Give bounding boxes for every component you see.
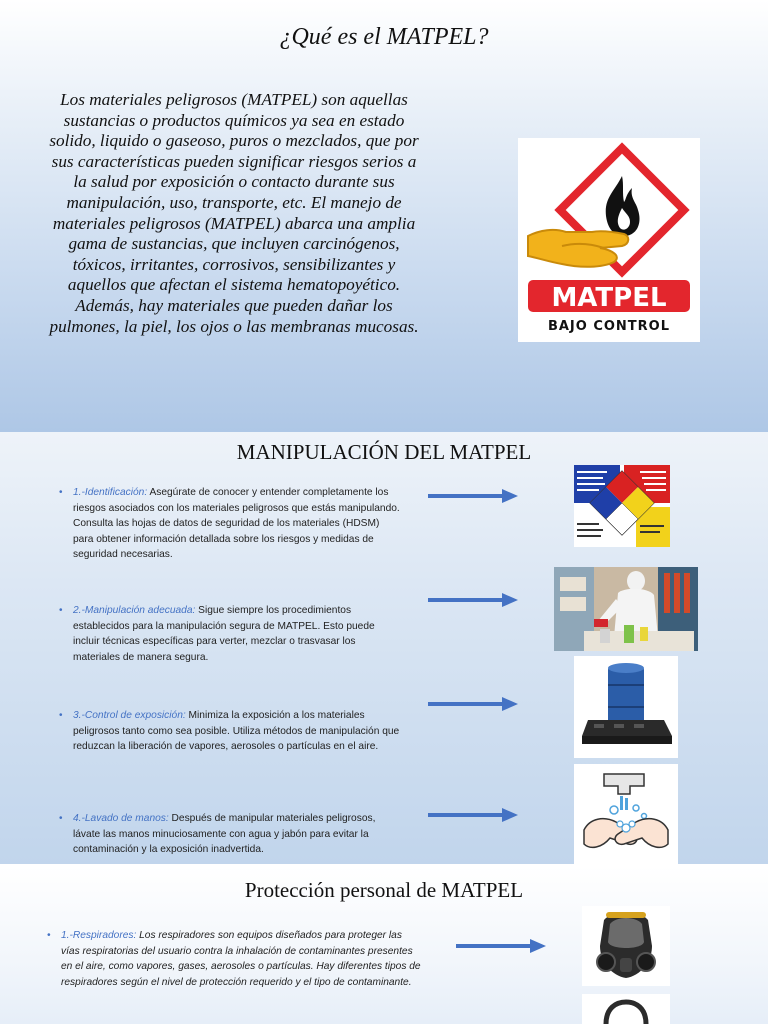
list-item (59, 603, 401, 665)
item-heading: 1.-Respiradores: (61, 930, 137, 941)
hand-washing-image (574, 764, 678, 866)
flame-hand-icon (518, 138, 700, 342)
barrel-spill-pallet-image (574, 656, 678, 758)
slide-personal-protection (0, 866, 768, 1024)
list-item (59, 708, 401, 755)
arrow-right-icon (428, 697, 518, 711)
item-heading: 4.-Lavado de manos: (73, 813, 169, 824)
slide-title: ¿Qué es el MATPEL? (279, 24, 489, 50)
item-text: Minimiza la exposición a los materiales peligrosos tanto como sea posible. Utiliza métodos de manipulación que reduzcan la liberación de vapores, aerosoles o partículas en el aire. (73, 710, 400, 752)
item-heading: 1.-Identificación: (73, 487, 148, 498)
slide-title: Protección personal de MATPEL (244, 878, 524, 902)
logo-word: MATPEL (551, 283, 667, 313)
item-text: Los respiradores son equipos diseñados para proteger las vías respiratorias del usuario contra la inhalación de contaminantes presentes en el aire, como vapores, gases, aerosoles o partículas. Hay diferentes tipos de respiradores según el nivel de protección requerido y el tipo de contaminante. (61, 930, 421, 988)
arrow-right-icon (428, 593, 518, 607)
definition-paragraph: Los materiales peligrosos (MATPEL) son aquellas sustancias o productos químicos ya sea en estado solido, liquido o gaseoso, puros o mezclados, que por sus características pueden significar riesgos serios a la salud por exposición o contacto durante sus manipulación, uso, transporte, etc. El manejo de materiales peligrosos (MATPEL) abarca una amplia gama de sustancias, que incluyen carcinógenos, tóxicos, irritantes, corrosivos, sensibilizantes y aquellos que afectan el sistema hematopoyético. Además, hay materiales que pueden dañar los pulmones, la piel, los ojos o las membranas mucosas. (49, 90, 419, 336)
list-item (59, 811, 401, 858)
protective-equipment-image (582, 994, 670, 1024)
slide-what-is-matpel (0, 0, 768, 432)
arrow-right-icon (428, 808, 518, 822)
bullet-icon: • (59, 487, 63, 498)
bullet-icon: • (47, 930, 51, 941)
matpel-logo (518, 138, 700, 342)
bullet-icon: • (59, 710, 63, 721)
arrow-right-icon (456, 939, 546, 953)
bullet-icon: • (59, 605, 63, 616)
item-text: Sigue siempre los procedimientos establecidos para la manipulación segura de MATPEL. Esto puede incluir técnicas específicas para verter, mezclar o trasvasar los materiales de manera segura. (73, 605, 375, 663)
item-heading: 2.-Manipulación adecuada: (73, 605, 196, 616)
slide-title: MANIPULACIÓN DEL MATPEL (236, 440, 532, 464)
hazard-diamond-image (574, 465, 670, 547)
slide-handling (0, 432, 768, 864)
list-item (59, 485, 401, 563)
logo-tagline: BAJO CONTROL (547, 319, 671, 334)
item-text: Asegúrate de conocer y entender completamente los riesgos asociados con los materiales peligrosos que estás manipulando. Consulta las hojas de datos de seguridad de los materiales (HDSM) para obtener información detallada sobre los riesgos y medidas de seguridad necesarias. (73, 487, 400, 560)
bullet-icon: • (59, 813, 63, 824)
respirator-mask-image (582, 906, 670, 986)
item-heading: 3.-Control de exposición: (73, 710, 186, 721)
list-item (47, 928, 423, 990)
protective-suit-worker-image (554, 567, 698, 651)
item-text: Después de manipular materiales peligrosos, lávate las manos minuciosamente con agua y jabón para evitar la contaminación y la exposición inadvertida. (73, 813, 376, 855)
arrow-right-icon (428, 489, 518, 503)
